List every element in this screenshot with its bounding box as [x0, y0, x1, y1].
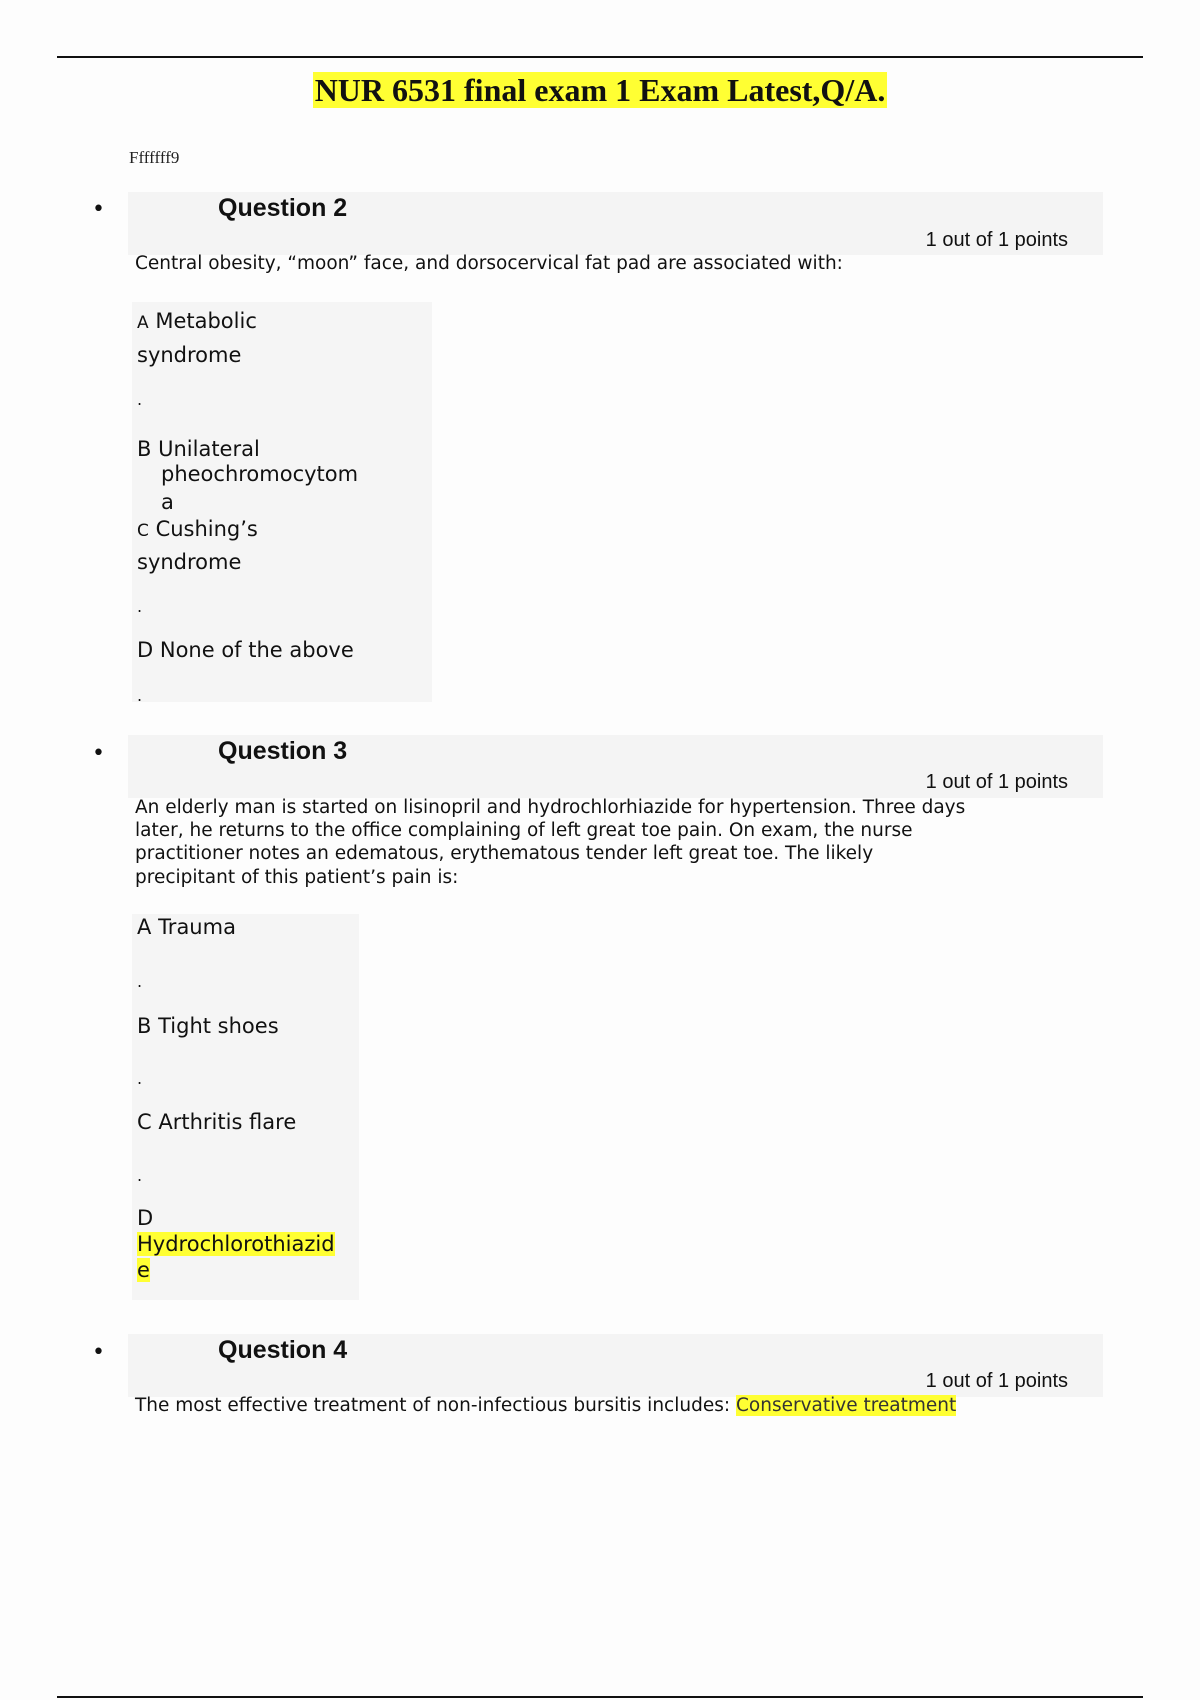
option-separator: .	[137, 597, 143, 616]
question-text-line: An elderly man is started on lisinopril and hydrochlorhiazide for hypertension. Three days	[135, 797, 966, 818]
option-a[interactable]: A Metabolic	[137, 309, 257, 333]
option-separator: .	[137, 1069, 143, 1088]
question-text: The most effective treatment of non-infectious bursitis includes: Conservative treatment	[135, 1395, 957, 1416]
option-a-line2: syndrome	[137, 343, 242, 367]
option-separator: .	[137, 972, 143, 991]
option-separator: .	[137, 390, 143, 409]
question-title: Question 4	[218, 1336, 348, 1364]
option-separator: .	[137, 1166, 143, 1185]
option-d-label-line2: e	[137, 1258, 150, 1282]
option-a[interactable]: A Trauma	[137, 915, 236, 939]
option-d-label: Hydrochlorothiazid	[137, 1232, 335, 1256]
option-b[interactable]: B Tight shoes	[137, 1014, 279, 1038]
option-b[interactable]: B Unilateral	[137, 437, 260, 461]
page-title: NUR 6531 final exam 1 Exam Latest,Q/A.	[314, 72, 886, 108]
question-title: Question 2	[218, 194, 348, 222]
option-c[interactable]: C Cushing’s	[137, 517, 258, 541]
question-points: 1 out of 1 points	[925, 771, 1068, 793]
bullet-icon: •	[92, 741, 105, 766]
question-title: Question 3	[218, 737, 348, 765]
option-c-line2: syndrome	[137, 550, 242, 574]
reference-code: Fffffff9	[129, 148, 180, 167]
highlighted-answer: Conservative treatment	[735, 1395, 957, 1416]
option-d[interactable]: D None of the above	[137, 638, 354, 662]
question-points: 1 out of 1 points	[925, 229, 1068, 251]
option-d[interactable]: D	[137, 1206, 154, 1230]
bullet-icon: •	[92, 1340, 105, 1365]
bottom-rule	[57, 1696, 1143, 1698]
question-text-line: later, he returns to the office complaining of left great toe pain. On exam, the nurse	[135, 820, 913, 841]
question-text-line: practitioner notes an edematous, erythematous tender left great toe. The likely	[135, 843, 874, 864]
question-text-line: precipitant of this patient’s pain is:	[135, 867, 459, 888]
bullet-icon: •	[92, 197, 105, 222]
option-separator: .	[137, 686, 143, 705]
option-b-line2: pheochromocytom	[161, 462, 359, 486]
option-b-line3: a	[161, 490, 174, 514]
question-points: 1 out of 1 points	[925, 1370, 1068, 1392]
title-block	[0, 72, 1200, 108]
option-c[interactable]: C Arthritis flare	[137, 1110, 297, 1134]
top-rule	[57, 56, 1143, 58]
question-text: Central obesity, “moon” face, and dorsocervical fat pad are associated with:	[135, 253, 843, 274]
